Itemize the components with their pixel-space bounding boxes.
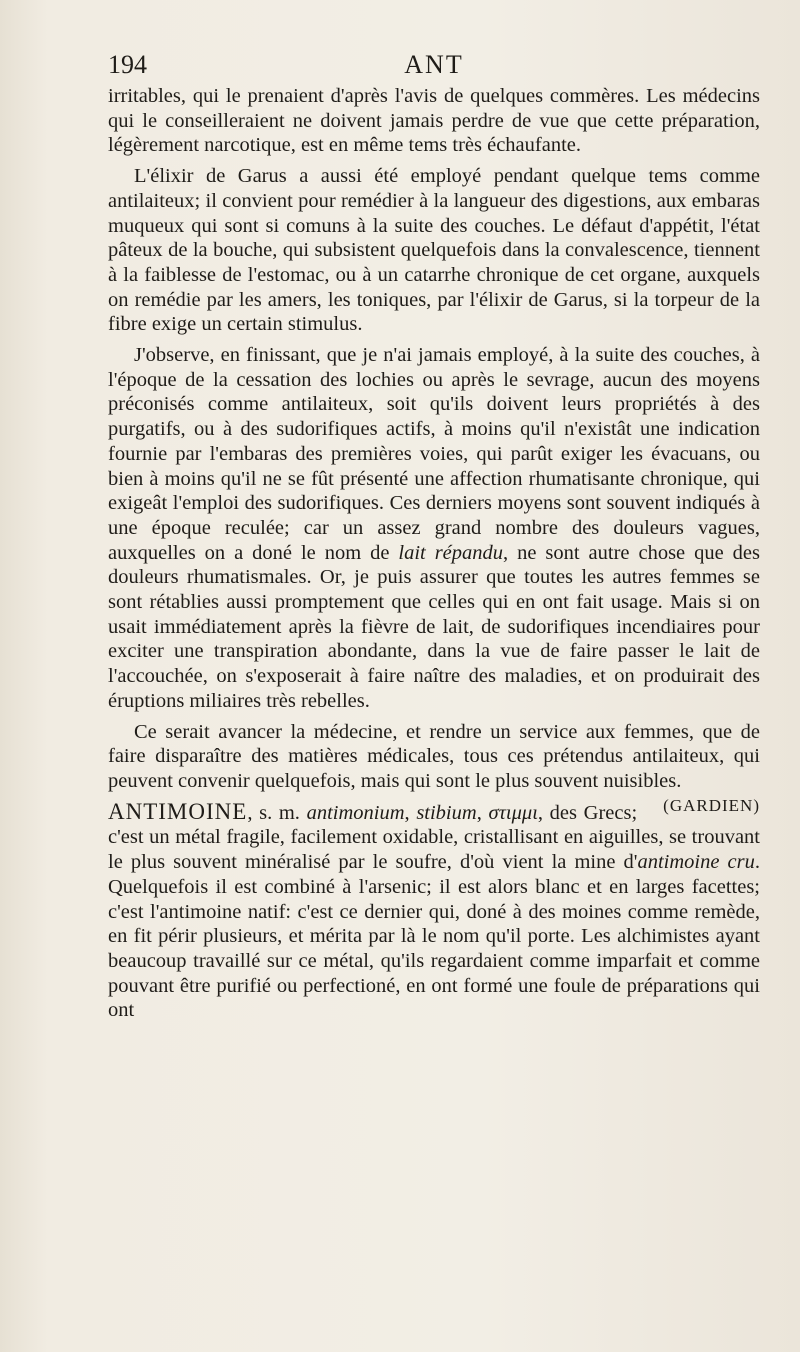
page-number: 194 (108, 50, 147, 79)
paragraph-elixir-garus: L'élixir de Garus a aussi été employé pendant quelque tems comme antilaiteux; il convient pour remédier à la langueur des digestions, aux embaras muqueux qui sont si comuns à la suite des couches. Le défaut d'appétit, l'état pâteux de la bouche, qui subsistent quelquefois dans la convalescence, tiennent à la faiblesse de l'estomac, ou à un catarrhe chronique de cet organe, auxquels on remédie par les amers, les toniques, par l'élixir de Garus, si la torpeur de la fibre exige un certain stimulus. (108, 165, 760, 336)
entry-text-3: , (476, 801, 489, 824)
entry-italic-antimoine-cru: antimoine cru (637, 851, 755, 874)
entry-text-4: , des Grecs; c'est un métal fragile, facilement oxidable, cristallisant en aiguilles, se trouvant le plus souvent minéralisé par le soufre, d'où vient la mine d' (108, 801, 760, 874)
entry-text-2: , (404, 801, 417, 824)
entry-latin-stibium: stibium (416, 801, 477, 824)
entry-text-5: . Quelquefois il est combiné à l'arsenic; il est alors blanc et en larges facettes; c'est l'antimoine natif: c'est ce dernier qui, doné à des moines comme remède, en fit périr plusieurs, et mérita par là le nom qu'il porte. Les alchimistes ayant beaucoup travaillé sur ce métal, qu'ils regardaient comme imparfait et comme pouvant être purifié ou perfectioné, en ont formé une foule de préparations qui ont (108, 851, 760, 1022)
entry-lemma: ANTIMOINE (108, 798, 248, 824)
italic-lait-repandu: lait répandu (398, 541, 504, 564)
dictionary-entry-antimoine (108, 800, 760, 1023)
paragraph-conclusion-text: Ce serait avancer la médecine, et rendre un service aux femmes, que de faire disparaître des matières médicales, tous ces prétendus antilaiteux, qui peuvent convenir quelquefois, mais qui sont le plus souvent nuisibles. (108, 720, 760, 792)
page-header (108, 50, 760, 84)
body-text (108, 84, 760, 1029)
running-head: ANT (404, 50, 464, 79)
paragraph-observation-part-b: , ne sont autre chose que des douleurs rhumatismales. Or, je puis assurer que toutes les autres femmes se sont rétablies aussi promptement que celles qui en ont fait usage. Mais si on usait immédiatement après la fièvre de lait, de sudorifiques incendiaires pour exciter une transpiration abondante, dans la vue de faire passer le lait de l'accouchée, on s'exposerait à faire naître des maladies, et on produirait des éruptions miliaires très rebelles. (108, 541, 760, 712)
paragraph-observation (108, 343, 760, 714)
entry-text-1: , s. m. (247, 801, 307, 824)
entry-greek-term: στιμμι (488, 801, 538, 824)
author-signature: (GARDIEN) (663, 795, 760, 815)
paragraph-continuation: irritables, qui le prenaient d'après l'avis de quelques commères. Les médecins qui le conseilleraient ne doivent jamais perdre de vue que cette préparation, légèrement narcotique, est en même tems très échaufante. (108, 85, 760, 157)
paragraph-observation-part-a: J'observe, en finissant, que je n'ai jamais employé, à la suite des couches, à l'époque de la cessation des lochies ou après le sevrage, aucun des moyens préconisés comme antilaiteux, soit qu'ils doivent leurs propriétés à des purgatifs, ou à des sudorifiques actifs, à moins qu'il n'existât une indication fournie par l'embaras des premières voies, qui parût exiger les évacuans, ou bien à moins qu'il ne se fût présenté une affection rhumatisante chronique, qui exigeât l'emploi des sudorifiques. Ces derniers moyens sont souvent indiqués à une époque reculée; car un assez grand nombre des douleurs vagues, auxquelles on a doné le nom de (108, 344, 760, 564)
entry-latin-antimonium: antimonium (306, 801, 405, 824)
